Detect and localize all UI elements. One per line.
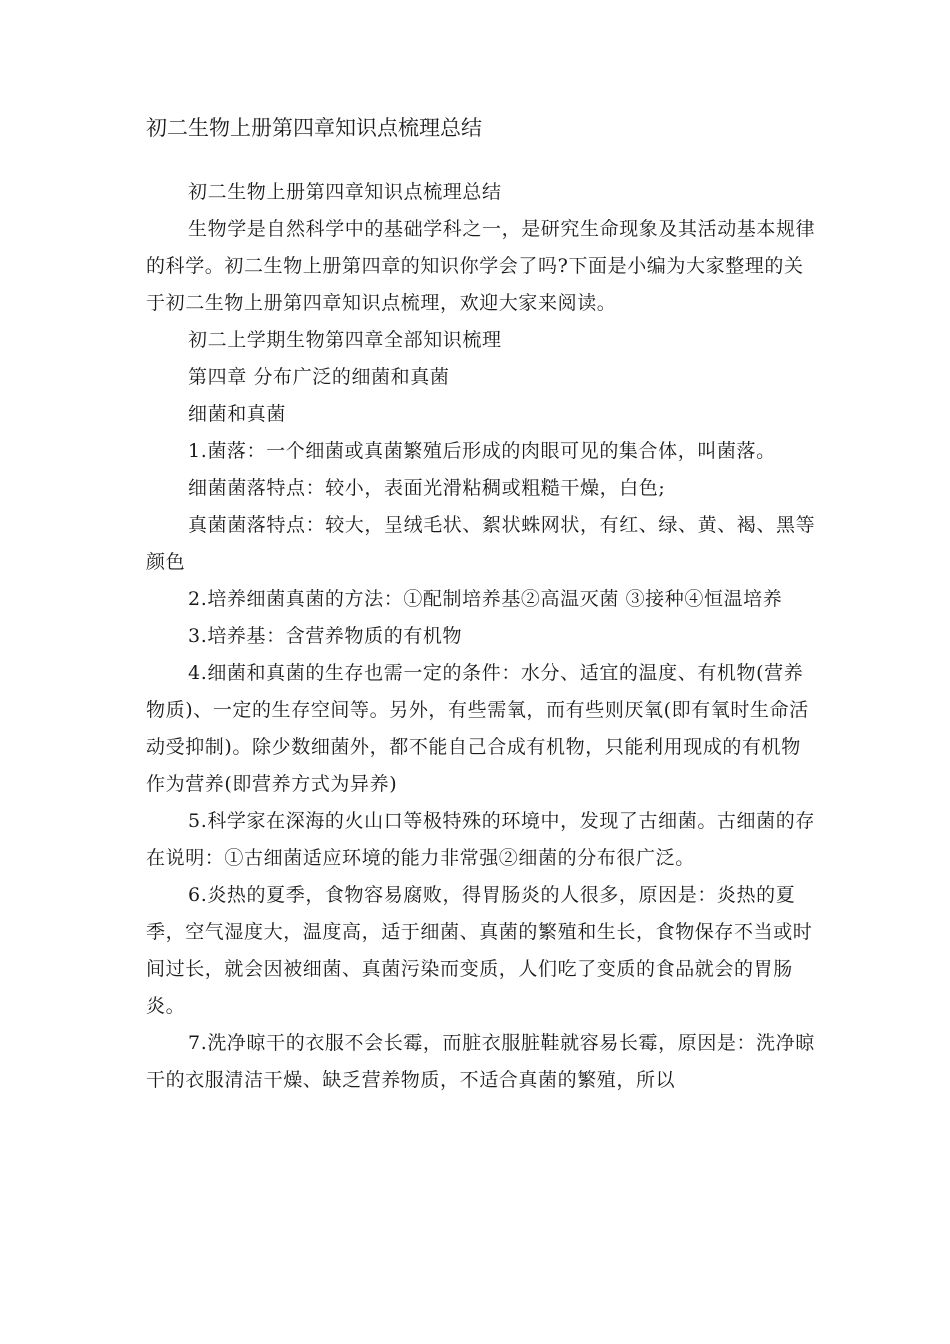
document-body [146,174,816,1099]
point-3-medium: 3.培养基：含营养物质的有机物 [188,625,463,647]
subtitle-paragraph: 初二生物上册第四章知识点梳理总结 [188,181,502,203]
intro-paragraph: 生物学是自然科学中的基础学科之一，是研究生命现象及其活动基本规律的科学。初二生物上册第四章的知识你学会了吗?下面是小编为大家整理的关于初二生物上册第四章知识点梳理，欢迎大家来阅读。 [146,218,816,314]
bacteria-colony-features: 细菌菌落特点：较小，表面光滑粘稠或粗糙干燥，白色; [188,477,666,499]
section-heading: 初二上学期生物第四章全部知识梳理 [188,329,502,351]
subsection-heading: 细菌和真菌 [188,403,287,425]
point-6-summer-food: 6.炎热的夏季，食物容易腐败，得胃肠炎的人很多，原因是：炎热的夏季，空气湿度大，温度高，适于细菌、真菌的繁殖和生长，食物保存不当或时间过长，就会因被细菌、真菌污染而变质，人们吃了变质的食品就会的胃肠炎。 [146,884,813,1017]
point-2-culture-method: 2.培养细菌真菌的方法：①配制培养基②高温灭菌 ③接种④恒温培养 [188,588,783,610]
point-5-archaea: 5.科学家在深海的火山口等极特殊的环境中，发现了古细菌。古细菌的存在说明：①古细菌适应环境的能力非常强②细菌的分布很广泛。 [146,810,815,869]
chapter-heading: 第四章 分布广泛的细菌和真菌 [188,366,450,388]
fungi-colony-features: 真菌菌落特点：较大，呈绒毛状、絮状蛛网状，有红、绿、黄、褐、黑等颜色 [146,514,816,573]
point-7-mold-clothes: 7.洗净晾干的衣服不会长霉，而脏衣服脏鞋就容易长霉，原因是：洗净晾干的衣服清洁干燥、缺乏营养物质，不适合真菌的繁殖，所以 [146,1032,815,1091]
document-title: 初二生物上册第四章知识点梳理总结 [146,116,482,140]
point-4-conditions: 4.细菌和真菌的生存也需一定的条件：水分、适宜的温度、有机物(营养物质)、一定的生存空间等。另外，有些需氧，而有些则厌氧(即有氧时生命活动受抑制)。除少数细菌外，都不能自己合成有机物，只能利用现成的有机物作为营养(即营养方式为异养) [146,662,809,795]
point-1-colony: 1.菌落：一个细菌或真菌繁殖后形成的肉眼可见的集合体，叫菌落。 [188,440,776,462]
